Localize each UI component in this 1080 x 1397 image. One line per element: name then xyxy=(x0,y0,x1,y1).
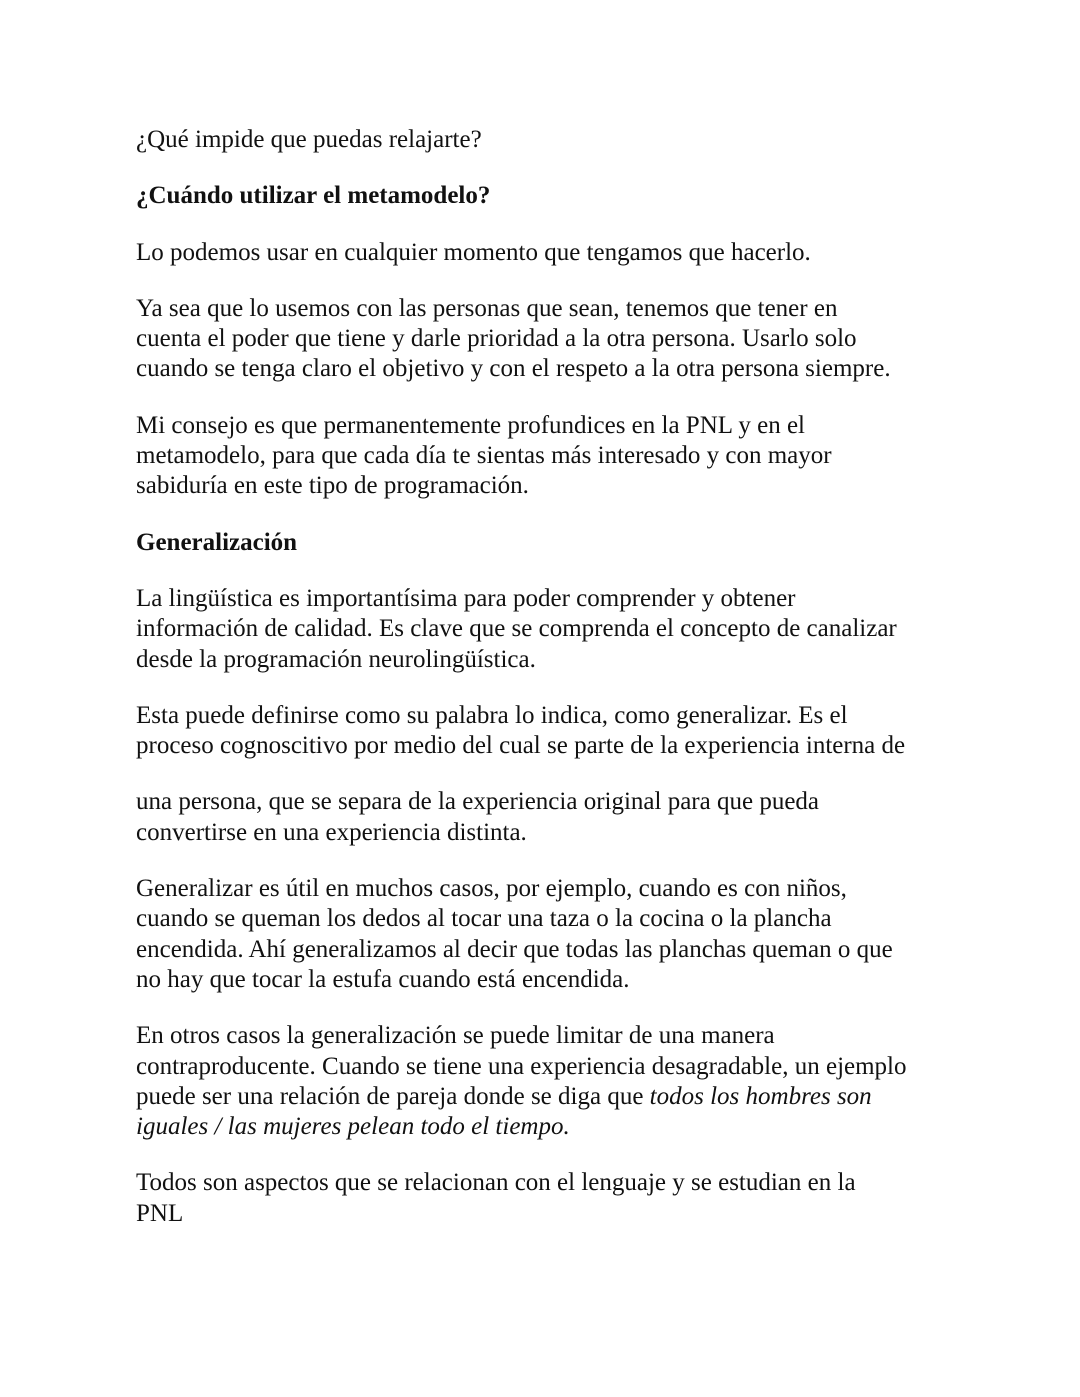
text-line: encendida. Ahí generalizamos al decir que todas las planchas queman o que xyxy=(136,935,893,963)
paragraph-respect xyxy=(136,294,956,385)
text-line: desde la programación neurolingüística. xyxy=(136,645,536,673)
text-line: convertirse en una experiencia distinta. xyxy=(136,818,527,846)
text-line: PNL xyxy=(136,1199,184,1227)
text-line: En otros casos la generalización se puede limitar de una manera xyxy=(136,1022,775,1050)
text-line: Todos son aspectos que se relacionan con el lenguaje y se estudian en la xyxy=(136,1169,856,1197)
italic-example: todos los hombres son xyxy=(649,1082,872,1110)
paragraph-counterproductive xyxy=(136,1021,956,1142)
paragraph-definition-continued xyxy=(136,787,956,848)
text-line: cuando se tenga claro el objetivo y con el respeto a la otra persona siempre. xyxy=(136,355,891,383)
paragraph-linguistics xyxy=(136,584,956,675)
paragraph-usage xyxy=(136,238,956,268)
text-line: Lo podemos usar en cualquier momento que tengamos que hacerlo. xyxy=(136,238,811,266)
text-line: Mi consejo es que permanentemente profundices en la PNL y en el xyxy=(136,411,805,439)
text-line: no hay que tocar la estufa cuando está encendida. xyxy=(136,965,630,993)
document-page xyxy=(136,125,956,1255)
text-line: ¿Qué impide que puedas relajarte? xyxy=(136,126,482,153)
text-line: Ya sea que lo usemos con las personas que sean, tenemos que tener en xyxy=(136,294,838,322)
heading-when-to-use-metamodel xyxy=(136,181,956,211)
paragraph-definition xyxy=(136,701,956,762)
text-line: cuando se queman los dedos al tocar una taza o la cocina o la plancha xyxy=(136,905,832,933)
text-line: una persona, que se separa de la experiencia original para que pueda xyxy=(136,788,820,816)
text-line: cuenta el poder que tiene y darle prioridad a la otra persona. Usarlo solo xyxy=(136,325,857,353)
text-segment: puede ser una relación de pareja donde se diga que xyxy=(136,1082,650,1110)
heading-text: Generalización xyxy=(136,528,298,556)
heading-text: ¿Cuándo utilizar el metamodelo? xyxy=(136,182,491,210)
text-line: Generalizar es útil en muchos casos, por ejemplo, cuando es con niños, xyxy=(136,875,847,903)
text-line: proceso cognoscitivo por medio del cual se parte de la experiencia interna de xyxy=(136,732,906,760)
text-line: metamodelo, para que cada día te sientas más interesado y con mayor xyxy=(136,442,832,470)
text-line: La lingüística es importantísima para poder comprender y obtener xyxy=(136,584,796,612)
paragraph-useful-generalization xyxy=(136,874,956,995)
text-line xyxy=(136,1112,956,1142)
paragraph-question xyxy=(136,125,956,155)
paragraph-conclusion xyxy=(136,1168,956,1229)
paragraph-advice xyxy=(136,411,956,502)
text-line: sabiduría en este tipo de programación. xyxy=(136,472,529,500)
text-line: Esta puede definirse como su palabra lo indica, como generalizar. Es el xyxy=(136,701,848,729)
text-line: información de calidad. Es clave que se comprenda el concepto de canalizar xyxy=(136,615,897,643)
italic-example: iguales / las mujeres pelean todo el tiempo. xyxy=(136,1113,570,1141)
heading-generalization xyxy=(136,528,956,558)
text-line: contraproducente. Cuando se tiene una experiencia desagradable, un ejemplo xyxy=(136,1052,907,1080)
text-line xyxy=(136,1082,956,1112)
